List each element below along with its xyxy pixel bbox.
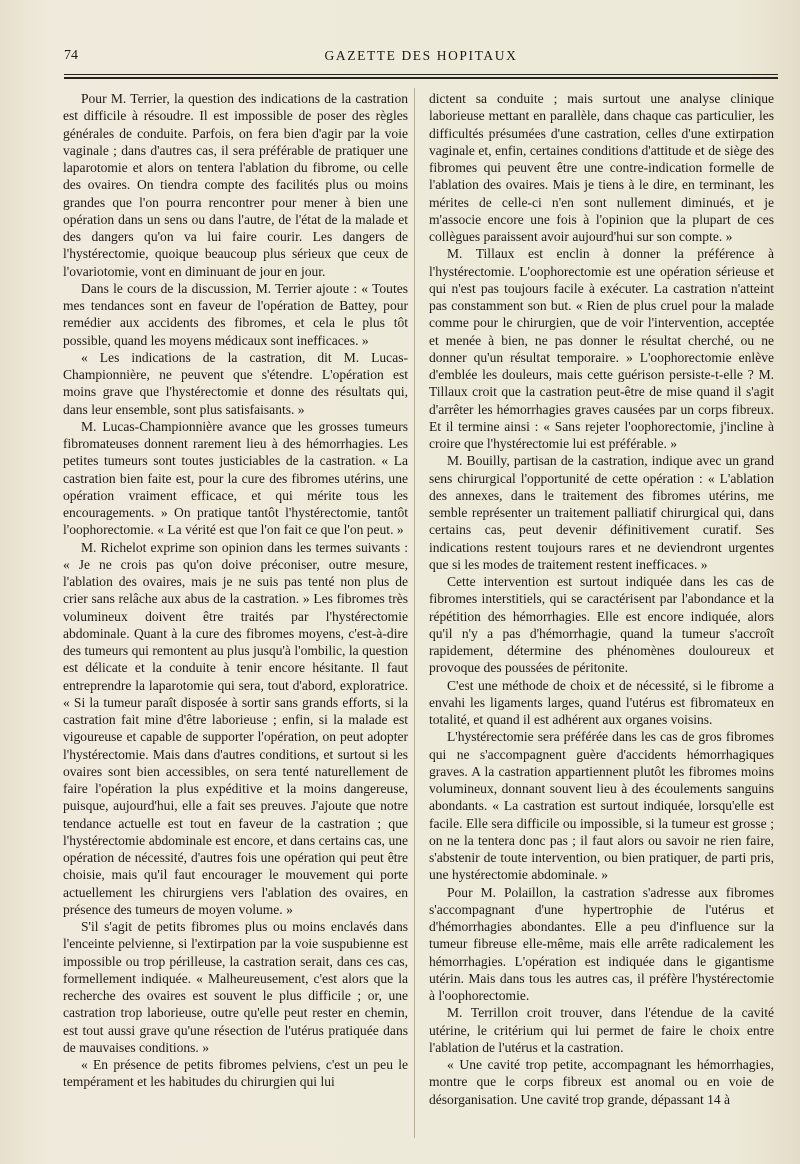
paragraph: M. Richelot exprime son opinion dans les termes suivants : « Je ne crois pas qu'on doive préconiser, outre mesure, l'ablation des ovaires, mais je ne suis pas tenté non plus de crier sans relâche aux abus de la castration. » Les fibromes très volumineux doivent être traités par l'hystérectomie abdominale. Quant à la cure des fibromes moyens, c'est-à-dire des tumeurs qui remontent au plus jusqu'à l'ombilic, la question est délicate et la conduite à tenir encore hésitante. Il faut entreprendre la laparotomie qui sera, tout d'abord, exploratrice. « Si la tumeur paraît disposée à sortir sans grands efforts, si la castration fait mine d'être laborieuse ; enfin, si la malade est vigoureuse et capable de supporter l'opération, on peut adopter l'hystérectomie. Mais dans d'autres conditions, et surtout si les ovaires sont bien accessibles, on sera tenté naturellement de faire l'opération la plus expéditive et la moins dangereuse, puisque, aujourd'hui, elle a fait ses preuves. J'ajoute que notre tendance actuelle est tout en faveur de la castration ; que l'hystérectomie abdominale est encore, et dans certains cas, une opération de nécessité, d'autres fois une opération qui peut être choisie, mais qu'il faut encourager le mouvement qui porte actuellement les chirurgiens vers l'ablation des ovaires, en présence des tumeurs de moyen volume. » bbox=[63, 539, 408, 917]
paragraph: Pour M. Polaillon, la castration s'adresse aux fibromes s'accompagnant d'une hypertrophie de l'utérus et d'hémorrhagies abondantes. Elle a peu d'influence sur la tumeur fibreuse elle-même, mais elle arrête radicalement les hémorrhagies. L'opération est indiquée dans le gigantisme utérin. Mais dans tous les autres cas, il préfère l'hystérectomie à l'oophorectomie. bbox=[429, 884, 774, 1003]
paragraph-continued: dictent sa conduite ; mais surtout une analyse clinique laborieuse mettant en parallèle, dans chaque cas particulier, les difficultés présumées d'une castration, celles d'une extirpation vaginale et, enfin, certaines conditions d'attitude et de siège des fibromes qui peuvent être une contre-indication formelle de l'ablation des ovaires. Mais je tiens à le dire, en terminant, les mérites de celle-ci n'en sont nullement diminués, et je m'associe encore une fois à l'opinion que la plupart de ces collègues paraissent avoir aujourd'hui sur son compte. » bbox=[429, 91, 774, 244]
paragraph: M. Lucas-Championnière avance que les grosses tumeurs fibromateuses donnent rarement lieu à des hémorrhagies. Les petites tumeurs sont toutes justiciables de la castration. « La castration bien faite est, pour la cure des fibromes utérins, une opération vraiment efficace, et qui mérite tous les encouragements. » On pratique tantôt l'hystérectomie, tantôt l'oophorectomie. « La vérité est que l'on fait ce que l'on peut. » bbox=[63, 418, 408, 538]
left-column bbox=[63, 90, 408, 1091]
header-rule-thin bbox=[64, 74, 778, 75]
paragraph: L'hystérectomie sera préférée dans les cas de gros fibromes qui ne s'accompagnent guère d'accidents hémorrhagiques graves. A la castration appartiennent plutôt les fibromes moins volumineux, donnant souvent lieu à des écoulements sanguins abondants. « La castration est surtout indiquée, lorsqu'elle est facile. Elle sera difficile ou impossible, si la tumeur est grosse ; on ne la tentera donc pas ; il faut alors ou savoir ne rien faire, s'abstenir de toute intervention, ou bien pratiquer, de parti pris, une hystérectomie abdominale. » bbox=[429, 729, 774, 883]
paragraph: « En présence de petits fibromes pelviens, c'est un peu le tempérament et les habitudes du chirurgien qui lui bbox=[63, 1057, 408, 1090]
running-head bbox=[64, 48, 778, 70]
header-rule-thick bbox=[64, 77, 778, 79]
paragraph: C'est une méthode de choix et de nécessité, si le fibrome a envahi les ligaments larges, quand l'utérus est fibromateux en totalité, et quand il est adhérent aux organes voisins. bbox=[429, 677, 774, 727]
right-column bbox=[429, 90, 774, 1108]
paragraph: M. Bouilly, partisan de la castration, indique avec un grand sens chirurgical l'opportunité de cette opération : « L'ablation des annexes, dans le traitement des fibromes utérins, me semble représenter un traitement palliatif chirurgical qui, dans certains cas, peut devenir définitivement curatif. Ses indications restent toujours rares et ne deviendront urgentes que si les modes de traitement restent inefficaces. » bbox=[429, 453, 774, 572]
journal-title: GAZETTE DES HOPITAUX bbox=[324, 48, 518, 63]
paragraph: « Les indications de la castration, dit M. Lucas-Championnière, ne peuvent que s'étendre. L'opération est moins grave que l'hystérectomie et donne des résultats qui, dans leur ensemble, sont plus satisfaisants. » bbox=[63, 349, 408, 417]
paragraph: Pour M. Terrier, la question des indications de la castration est difficile à résoudre. Il est impossible de poser des règles générales de conduite. Parfois, on fera bien d'agir par la voie vaginale ; dans d'autres cas, il sera préférable de pratiquer une laparotomie et alors on tentera l'ablation du fibrome, ou celle des ovaires. On tiendra compte des facilités plus ou moins grandes que l'on pourra rencontrer pour mener à bien une opération dans un sens ou dans l'autre, de l'état de la malade et des dangers qu'on va lui faire courir. Les dangers de l'hystérectomie, quoique beaucoup plus sérieux que ceux de l'ovariotomie, vont en diminuant de jour en jour. bbox=[63, 91, 408, 279]
paragraph: M. Tillaux est enclin à donner la préférence à l'hystérectomie. L'oophorectomie est une opération sérieuse et qui n'est pas toujours facile à exécuter. La castration n'atteint pas constamment son but. « Rien de plus cruel pour la malade comme pour le chirurgien, que de voir l'intervention, acceptée et menée à bien, ne pas donner le résultat cherché, ou ne donner qu'un résultat temporaire. » L'oophorectomie enlève d'emblée les douleurs, mais cette guérison persiste-t-elle ? M. Tillaux croit que la castration peut-être de mise quand il s'agit d'arrêter les hémorrhagies graves causées par un corps fibreux. Et il termine ainsi : « Sans rejeter l'oophorectomie, j'incline à croire que l'hystérectomie lui est préférable. » bbox=[429, 246, 774, 451]
paragraph: « Une cavité trop petite, accompagnant les hémorrhagies, montre que le corps fibreux est anomal ou en voie de désorganisation. Une cavité trop grande, dépassant 14 à bbox=[429, 1057, 774, 1107]
paragraph: Cette intervention est surtout indiquée dans les cas de fibromes interstitiels, qui se caractérisent par l'abondance et la répétition des hémorrhagies. Elle est encore indiquée, alors qu'il n'y a pas d'hémorrhagie, quand la tumeur s'accroît rapidement, détermine des phénomènes douloureux et provoque des poussées de péritonite. bbox=[429, 574, 774, 676]
paragraph: S'il s'agit de petits fibromes plus ou moins enclavés dans l'enceinte pelvienne, si l'extirpation par la voie suspubienne est impossible ou trop périlleuse, la castration serait, dans ces cas, formellement indiquée. « Malheureusement, c'est alors que la recherche des ovaires est souvent le plus difficile ; or, une castration trop laborieuse, outre qu'elle peut rester en chemin, est tout aussi grave qu'une résection de l'utérus pratiquée dans de mauvaises conditions. » bbox=[63, 919, 408, 1055]
paragraph: M. Terrillon croit trouver, dans l'étendue de la cavité utérine, le critérium qui lui permet de faire le choix entre l'ablation de l'utérus et la castration. bbox=[429, 1005, 774, 1055]
column-divider bbox=[414, 88, 415, 1138]
page-number: 74 bbox=[64, 48, 78, 63]
paragraph: Dans le cours de la discussion, M. Terrier ajoute : « Toutes mes tendances sont en faveur de l'opération de Battey, pour remédier aux accidents des fibromes, et cela le plus tôt possible, quand les moyens médicaux sont inefficaces. » bbox=[63, 280, 408, 348]
